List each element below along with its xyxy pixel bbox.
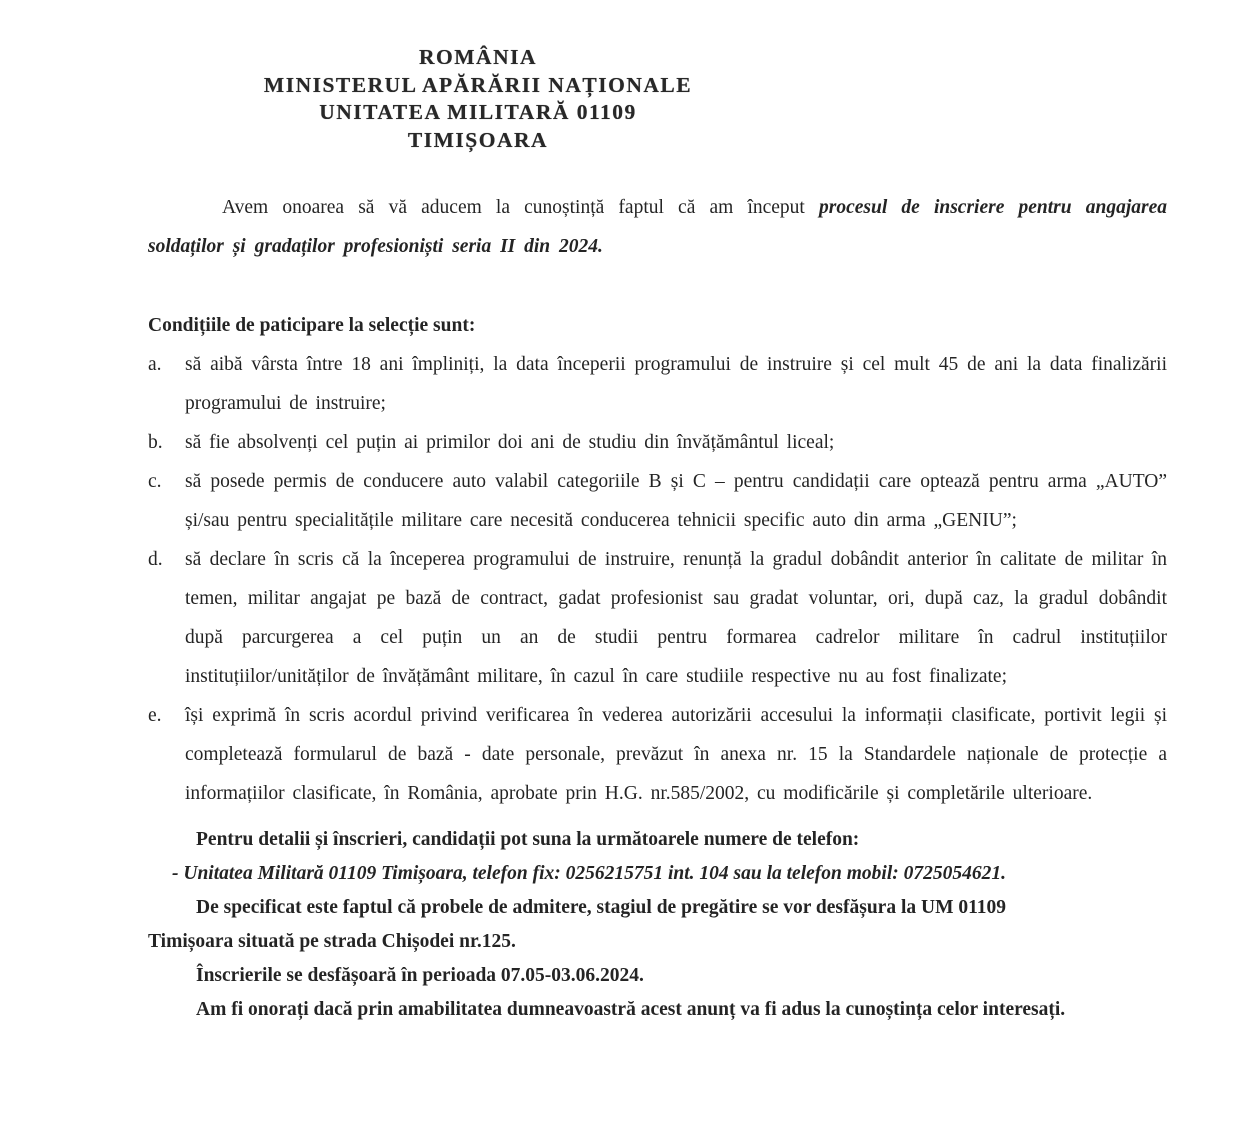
letterhead-unit: UNITATEA MILITARĂ 01109 xyxy=(319,100,637,124)
letterhead xyxy=(148,44,808,154)
contact-admission-line: De specificat este faptul că probele de admitere, stagiul de pregătire se vor desfășura la UM 01109 xyxy=(196,897,1007,918)
condition-text-c: să posede permis de conducere auto valabil categoriile B și C – pentru candidații care optează pentru arma „AUTO” și/sau pentru specialitățile militare care necesită conducerea tehnicii specific auto din arma „GENIU”; xyxy=(185,471,1167,531)
letterhead-city: TIMIȘOARA xyxy=(407,127,549,152)
condition-text-e: își exprimă în scris acordul privind verificarea în vederea autorizării accesului la informații clasificate, portivit legii și completează formularul de bază - date personale, prevăzut în anexa nr. 15 la Standardele naționale de protecție a informațiilor clasificate, în România, aprobate prin H.G. nr.585/2002, cu modificările și completările ulterioare. xyxy=(185,705,1167,804)
intro-paragraph xyxy=(148,188,1167,266)
contact-cutoff-line: Am fi onorați dacă prin amabilitatea dumneavoastră acest anunț va fi adus la cunoștința celor interesați. xyxy=(196,999,1066,1020)
conditions-heading: Condițiile de paticipare la selecție sunt: xyxy=(148,315,476,336)
condition-item-a xyxy=(148,345,1167,423)
intro-normal-text: Avem onoarea să vă aducem la cunoștință faptul că am început xyxy=(222,197,819,218)
condition-item-d xyxy=(148,540,1167,696)
letterhead-ministry: MINISTERUL APĂRĂRII NAȚIONALE xyxy=(263,72,693,97)
contact-address-line: Timișoara situată pe strada Chișodei nr.125. xyxy=(148,931,516,952)
letterhead-country: ROMÂNIA xyxy=(419,45,537,69)
contact-period-line: Înscrierile se desfășoară în perioada 07.05-03.06.2024. xyxy=(196,965,644,986)
contact-unit-phone-line: - Unitatea Militară 01109 Timișoara, telefon fix: 0256215751 int. 104 sau la telefon mobil: 0725054621. xyxy=(172,863,1006,884)
contact-phones-intro: Pentru detalii și înscrieri, candidații pot suna la următoarele numere de telefon: xyxy=(196,829,860,850)
condition-item-e xyxy=(148,696,1167,813)
condition-label-e: e. xyxy=(148,705,162,726)
contact-section xyxy=(148,823,1167,1027)
condition-item-b xyxy=(148,423,1167,462)
condition-text-b: să fie absolvenți cel puțin ai primilor doi ani de studiu din învățământul liceal; xyxy=(185,432,835,453)
intro-emphasis-text: procesul de inscriere pentru angajarea soldaților și gradaților profesioniști seria II din 2024. xyxy=(148,197,1167,257)
condition-text-d: să declare în scris că la începerea programului de instruire, renunță la gradul dobândit anterior în calitate de militar în temen, militar angajat pe bază de contract, gadat profesionist sau gradat voluntar, ori, după caz, la gradul dobândit după parcurgerea a cel puțin un an de studii pentru formarea cadrelor militare în cadrul instituțiilor instituțiilor/unităților de învățământ militare, în cazul în care studiile respective nu au fost finalizate; xyxy=(185,549,1167,687)
condition-item-c xyxy=(148,462,1167,540)
conditions-list xyxy=(148,345,1167,813)
condition-label-b: b. xyxy=(148,432,163,453)
condition-label-a: a. xyxy=(148,354,162,375)
condition-label-c: c. xyxy=(148,471,162,492)
condition-text-a: să aibă vârsta între 18 ani împliniți, la data începerii programului de instruire și cel mult 45 de ani la data finalizării programului de instruire; xyxy=(185,354,1167,414)
condition-label-d: d. xyxy=(148,549,163,570)
